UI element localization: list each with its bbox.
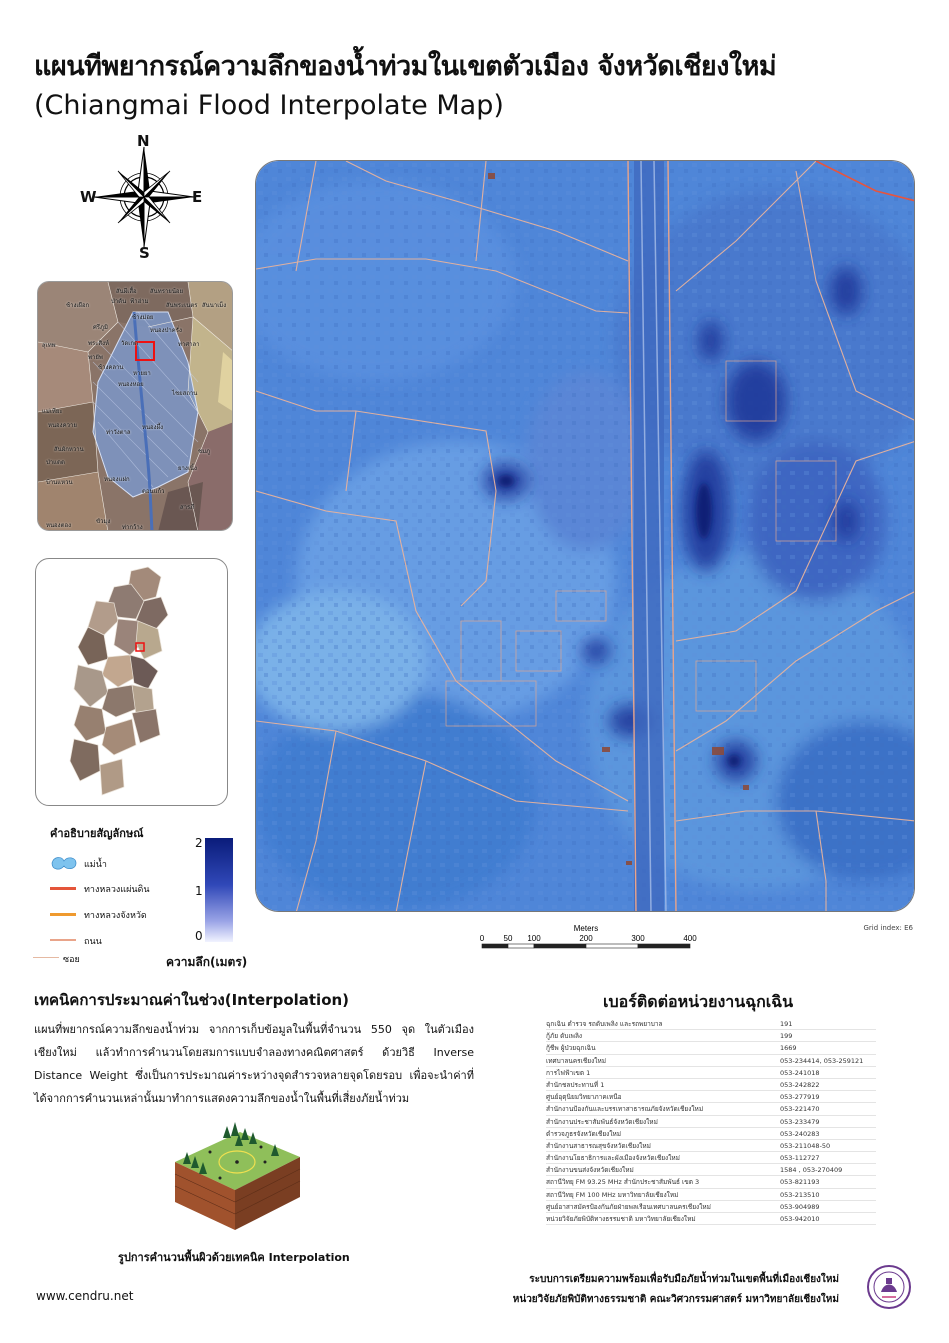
district-label: ดอนแก้ว [142, 488, 165, 495]
contact-number: 053-821193 [780, 1178, 820, 1187]
scale-unit: Meters [573, 924, 599, 933]
road-line-icon [50, 939, 76, 941]
contact-name: สถานีวิทยุ FM 93.25 MHz สำนักประชาสัมพันธ์ เขต 3 [546, 1178, 700, 1187]
contact-name: สำนักงานประชาสัมพันธ์จังหวัดเชียงใหม่ [546, 1117, 658, 1126]
contact-number: 053-241018 [780, 1068, 820, 1077]
district-label: สันทรายน้อย [150, 288, 184, 295]
technique-description: แผนที่พยากรณ์ความลึกของน้ำท่วม จากการเก็บข้อมูลในพื้นที่จำนวน 550 จุด ในตัวเมืองเชียงใหม่ แล้วทำการคำนวนโดยสมการแบบจำลองทางคณิตศาสตร์ ด้วยวิธี Inverse Distance Weight ซึ่งเป็นการประมาณค่าระหว่างจุดสำรวจหลายจุดโดยรอบ เพื่อจะนำค่าที่ได้จากการคำนวนเหล่านั้นมาทำการแสดงความลึกของน้ำในพื้นที่เสี่ยงภัยน้ำท่วม [34, 1023, 474, 1105]
contact-row [546, 1140, 876, 1152]
district-label: ไชยสถาน [172, 390, 198, 397]
contacts-heading: เบอร์ติดต่อหน่วยงานฉุกเฉิน [603, 992, 794, 1011]
map-subtitle: (Chiangmai Flood Interpolate Map) [34, 90, 504, 121]
contact-name: สำนักงานป้องกันและบรรเทาสาธารณภัยจังหวัดเชียงใหม่ [546, 1105, 704, 1114]
district-label: ชมภู [198, 448, 210, 455]
depth-tick-0: 0 [195, 929, 203, 943]
district-label: แม่เหียะ [42, 408, 63, 415]
provincial-highway-line-icon [50, 913, 76, 916]
river-icon [50, 854, 78, 872]
contact-name: การไฟฟ้าเขต 1 [546, 1068, 591, 1077]
contact-number: 053-242822 [780, 1080, 820, 1089]
compass-rose [80, 132, 210, 262]
scale-segment [586, 944, 638, 948]
district-label: พายัพ [88, 354, 103, 361]
website-link[interactable]: www.cendru.net [36, 1289, 134, 1303]
contact-row [546, 1128, 876, 1140]
contact-number: 053-213510 [780, 1190, 820, 1199]
contact-number: 053-112727 [780, 1154, 820, 1163]
scale-tick-label: 300 [631, 934, 645, 943]
grid-index: Grid index: E6 [863, 924, 913, 932]
contact-row [546, 1116, 876, 1128]
legend-label-provincial-highway: ทางหลวงจังหวัด [84, 911, 147, 921]
contact-row [546, 1067, 876, 1079]
district-label: ฟ้าฮ่าม [130, 298, 149, 305]
scale-tick-label: 200 [579, 934, 593, 943]
legend-label-river: แม่น้ำ [84, 860, 107, 870]
compass-west: W [80, 188, 97, 206]
contact-name: สำนักชลประทานที่ 1 [546, 1080, 605, 1089]
district-label: หายยา [133, 370, 151, 377]
national-highway-line-icon [50, 887, 76, 890]
district-label: ยางเนิ้ง [178, 465, 197, 472]
map-title: แผนทีพยากรณ์ความลึกของน้ำท่วมในเขตตัวเมือง จังหวัดเชียงใหม่ [34, 51, 777, 82]
scale-segment [508, 944, 534, 948]
scale-segment [534, 944, 586, 948]
district-label: หนองควาย [48, 422, 77, 429]
contact-row [546, 1164, 876, 1176]
emergency-contacts-table [546, 1018, 876, 1225]
compass-star-icon [80, 135, 210, 260]
contact-number: 1584 , 053-270409 [780, 1166, 843, 1175]
scale-segment [638, 944, 690, 948]
contact-row [546, 1055, 876, 1067]
scale-tick-label: 0 [479, 934, 485, 943]
district-label: ขัวมุง [96, 518, 111, 525]
district-label: ท่าศาลา [178, 341, 200, 348]
contact-name: ศูนย์อุตุนิยมวิทยาภาคเหนือ [546, 1093, 622, 1102]
contact-number: 1669 [780, 1044, 797, 1053]
contact-name: กู้ภัย ดับเพลิง [546, 1032, 583, 1041]
contact-row [546, 1079, 876, 1091]
legend-label-road: ถนน [84, 937, 102, 947]
legend-item-road [50, 932, 190, 948]
contact-number: 053-904989 [780, 1202, 820, 1211]
contact-row [546, 1030, 876, 1042]
district-label: พระสิงห์ [88, 340, 109, 347]
compass-north: N [137, 132, 150, 150]
contact-row [546, 1103, 876, 1115]
depth-tick-2: 2 [195, 836, 203, 850]
depth-scale-title: ความลึก(เมตร) [166, 955, 248, 969]
district-label: สันผีเสื้อ [116, 288, 137, 295]
locator-map-district [37, 281, 233, 531]
contact-number: 191 [780, 1020, 793, 1028]
alley-line-icon [33, 957, 59, 958]
compass-east: E [192, 188, 203, 206]
contact-row [546, 1018, 876, 1030]
contact-row [546, 1213, 876, 1225]
contact-name: สำนักงานสาธารณสุขจังหวัดเชียงใหม่ [546, 1141, 651, 1150]
contact-row [546, 1201, 876, 1213]
contact-name: ตำรวจภูธรจังหวัดเชียงใหม่ [546, 1129, 622, 1138]
scale-tick-label: 400 [683, 934, 697, 943]
district-label: สันพระเนตร [166, 302, 198, 309]
flood-map-graphic [256, 161, 915, 912]
contact-name: สำนักงานขนส่งจังหวัดเชียงใหม่ [546, 1166, 634, 1175]
contact-number: 053-233479 [780, 1117, 820, 1126]
interpolation-illustration [165, 1112, 305, 1237]
university-seal-logo [866, 1264, 912, 1310]
district-label: สารภี [180, 504, 195, 511]
district-label: หนองผึ้ง [142, 424, 164, 431]
district-label: ช้างม่อย [132, 314, 154, 321]
scale-bar [478, 922, 708, 962]
district-label: วัดเกต [121, 340, 138, 347]
footer-line-2: หน่วยวิจัยภัยพิบัติทางธรรมชาติ คณะวิศวกรรมศาสตร์ มหาวิทยาลัยเชียงใหม่ [512, 1294, 839, 1305]
footer-line-1: ระบบการเตรียมความพร้อมเพื่อรับมือภัยน้ำท่วมในเขตพื้นที่เมืองเชียงใหม่ [529, 1274, 839, 1285]
contact-number: 199 [780, 1032, 793, 1041]
contact-row [546, 1176, 876, 1188]
legend-label-alley: ซอย [63, 955, 80, 965]
district-label: บ้านแหวน [46, 479, 73, 486]
district-label: ป่าตัน [111, 298, 127, 305]
scale-segment [482, 944, 508, 948]
district-label: ช้างคลาน [98, 364, 124, 371]
district-label: สันผักหวาน [54, 446, 84, 453]
compass-south: S [139, 244, 150, 262]
scale-bar-graphic [478, 922, 708, 962]
contact-number: 053-277919 [780, 1093, 820, 1102]
legend-item-provincial-highway [50, 906, 190, 922]
contact-number: 053-211048-50 [780, 1141, 831, 1150]
district-label: หนองป่าครั่ง [150, 327, 182, 334]
contact-number: 053-234414, 053-259121 [780, 1056, 864, 1065]
contact-name: กู้ชีพ ผู้ป่วยฉุกเฉิน [546, 1044, 596, 1053]
contact-name: สำนักงานโยธาธิการและผังเมืองจังหวัดเชียงใหม่ [546, 1154, 680, 1163]
contact-row [546, 1152, 876, 1164]
district-label: ป่าแดด [46, 459, 65, 466]
district-label: หนองตอง [46, 522, 72, 529]
contact-name: ศูนย์อาสาสมัครป้องกันภัยฝ่ายพลเรือนเทศบาลนครเชียงใหม่ [546, 1202, 711, 1211]
seal-icon [866, 1264, 912, 1310]
contact-number: 053-240283 [780, 1129, 820, 1138]
contact-row [546, 1091, 876, 1103]
terrain-block-graphic [165, 1112, 305, 1237]
district-label: ศรีภูมิ [93, 324, 108, 331]
district-label: หนองแฝก [104, 476, 130, 483]
illustration-caption: รูปการคำนวนพื้นผิวด้วยเทคนิค Interpolation [118, 1251, 350, 1264]
contact-row [546, 1042, 876, 1054]
scale-tick-label: 50 [503, 934, 513, 943]
contact-name: หน่วยวิจัยภัยพิบัติทางธรรมชาติ มหาวิทยาลัยเชียงใหม่ [546, 1215, 696, 1223]
contact-name: ฉุกเฉิน ตำรวจ รถดับเพลิง และรถพยาบาล [546, 1020, 663, 1028]
contact-number: 053-221470 [780, 1105, 820, 1114]
district-label: สันนาเม็ง [202, 302, 227, 309]
depth-tick-1: 1 [195, 884, 203, 898]
contact-row [546, 1189, 876, 1201]
province-map-graphic [36, 559, 228, 806]
legend-item-alley [33, 950, 173, 966]
contact-number: 053-942010 [780, 1215, 820, 1223]
district-label: ท่ากว้าง [122, 524, 143, 531]
district-label: ท่าวังตาล [106, 429, 131, 436]
legend-item-national-highway [50, 880, 190, 896]
legend-label-national-highway: ทางหลวงแผ่นดิน [84, 885, 150, 895]
district-label: หนองหอย [118, 381, 144, 388]
contact-name: สถานีวิทยุ FM 100 MHz มหาวิทยาลัยเชียงใหม่ [546, 1190, 679, 1199]
flood-depth-map[interactable] [255, 160, 915, 912]
locator-map-province [35, 558, 228, 806]
technique-heading: เทคนิคการประมาณค่าในช่วง(Interpolation) [34, 991, 350, 1009]
scale-tick-label: 100 [527, 934, 541, 943]
district-label: ช้างเผือก [66, 302, 90, 309]
contact-name: เทศบาลนครเชียงใหม่ [546, 1056, 607, 1065]
depth-color-ramp [205, 838, 233, 942]
district-label: สุเทพ [42, 342, 56, 349]
legend-title: คำอธิบายสัญลักษณ์ [50, 827, 144, 840]
legend-item-river [50, 854, 190, 874]
